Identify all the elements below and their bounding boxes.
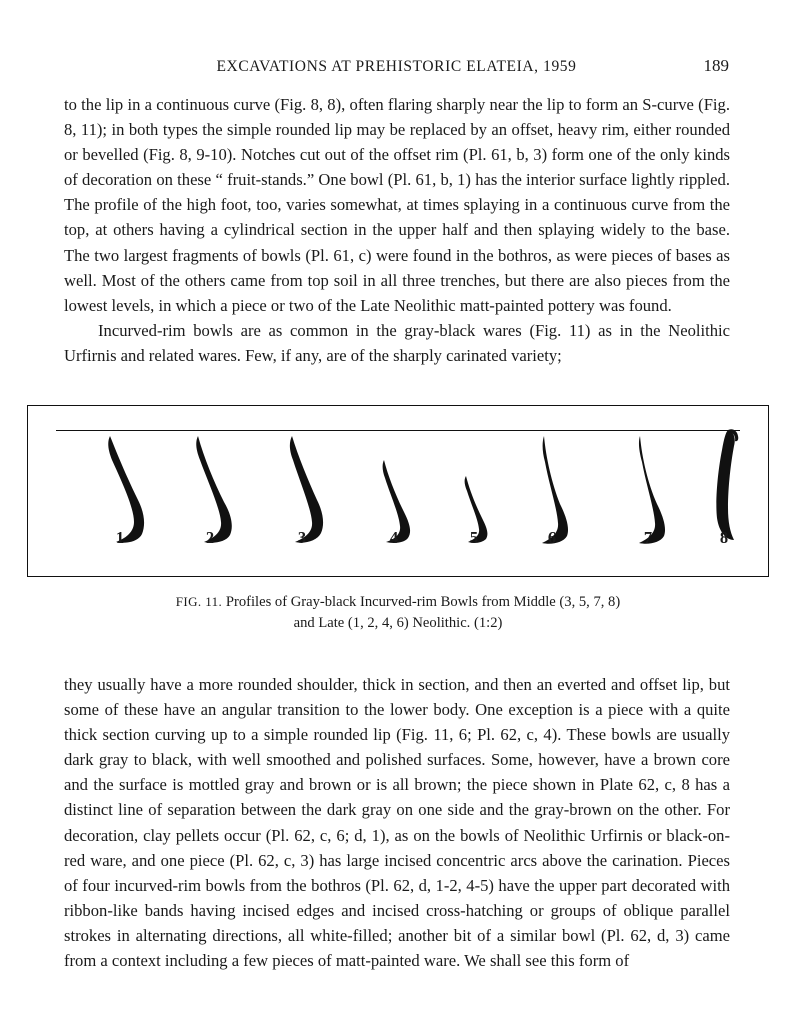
profile-drawing-5 bbox=[456, 474, 500, 546]
running-head bbox=[64, 58, 729, 76]
running-head-title: EXCAVATIONS AT PREHISTORIC ELATEIA, 1959 bbox=[216, 58, 577, 75]
figure-frame bbox=[27, 405, 769, 577]
profile-label-6: 6 bbox=[547, 528, 557, 547]
body-column-lower bbox=[64, 672, 730, 973]
profile-drawing-4 bbox=[374, 458, 422, 546]
profile-drawing-3 bbox=[280, 434, 334, 546]
profile-label-5: 5 bbox=[469, 528, 479, 547]
profile-drawing-7 bbox=[626, 434, 682, 546]
profile-label-4: 4 bbox=[389, 528, 399, 547]
profile-drawing-6 bbox=[530, 434, 586, 546]
profile-row bbox=[56, 424, 750, 564]
paragraph-1: to the lip in a continuous curve (Fig. 8, 8), often flaring sharply near the lip to form an S-curve (Fig. 8, 11); in both types the simple rounded lip may be replaced by an offset, heavy rim, either rounded or bevelled (Fig. 8, 9-10). Notches cut out of the offset rim (Pl. 61, b, 3) form one of the only kinds of decoration on these “ fruit-stands.” One bowl (Pl. 61, b, 1) has the interior surface lightly rippled. The profile of the high foot, too, varies somewhat, at times splaying in a continuous curve from the top, at others having a cylindrical section in the upper half and then splaying widely to the base. The two largest fragments of bowls (Pl. 61, c) were found in the bothros, as were pieces of bases as well. Most of the others came from top soil in all three trenches, but there are also pieces from the lowest levels, in which a piece or two of the Late Neolithic matt-painted pottery was found. bbox=[64, 95, 730, 315]
profile-label-3: 3 bbox=[297, 528, 307, 547]
profile-label-2: 2 bbox=[205, 528, 215, 547]
body-column-upper bbox=[64, 92, 730, 368]
figure-caption bbox=[27, 591, 769, 634]
profile-drawing-1 bbox=[98, 434, 152, 546]
figure-caption-line-2: and Late (1, 2, 4, 6) Neolithic. (1:2) bbox=[293, 615, 503, 631]
paragraph-2: Incurved-rim bowls are as common in the gray-black wares (Fig. 11) as in the Neolithic Urfirnis and related wares. Few, if any, are of the sharply carinated variety; bbox=[64, 320, 730, 365]
profile-drawing-8 bbox=[704, 428, 746, 546]
paragraph-3: they usually have a more rounded shoulder, thick in section, and then an everted and offset lip, but some of these have an angular transition to the lower body. One exception is a piece with a quite thick section curving up to a simple rounded lip (Fig. 11, 6; Pl. 62, c, 4). These bowls are usually dark gray to black, with well smoothed and polished surfaces. Some, however, have a brown core and the surface is mottled gray and brown or is all brown; the piece shown in Plate 62, c, 8 has a distinct line of separation between the dark gray on one side and the gray-brown on the other. For decoration, clay pellets occur (Pl. 62, c, 6; d, 1), as on the bowls of Neolithic Urfirnis or black-on-red ware, and one piece (Pl. 62, c, 3) has large incised concentric arcs above the carination. Pieces of four incurved-rim bowls from the bothros (Pl. 62, d, 1-2, 4-5) have the upper part decorated with ribbon-like bands having incised edges and incised cross-hatching or groups of oblique parallel strokes in alternating directions, all white-filled; another bit of a similar bowl (Pl. 62, d, 3) came from a context including a few pieces of matt-painted ware. We shall see this form of bbox=[64, 675, 730, 971]
profile-label-8: 8 bbox=[719, 528, 729, 547]
profile-label-1: 1 bbox=[115, 528, 125, 547]
page-number: 189 bbox=[703, 56, 729, 75]
figure-caption-line-1: Profiles of Gray-black Incurved-rim Bowls from Middle (3, 5, 7, 8) bbox=[225, 594, 621, 610]
figure-caption-label: FIG. 11. bbox=[175, 594, 223, 609]
profile-label-7: 7 bbox=[643, 528, 653, 547]
figure-11 bbox=[27, 405, 769, 634]
profile-drawing-2 bbox=[188, 434, 242, 546]
